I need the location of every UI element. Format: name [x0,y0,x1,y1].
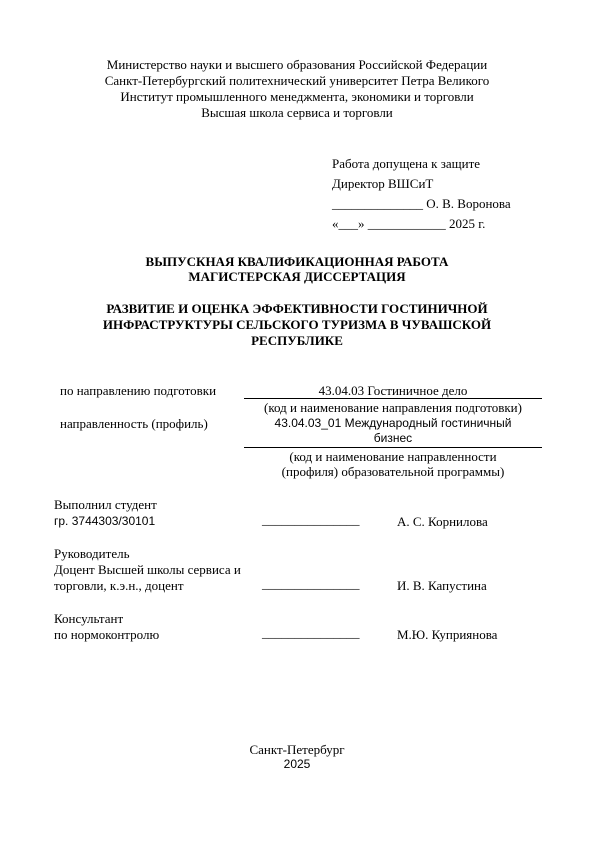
profile-value [244,416,542,446]
header-line-university: Санкт-Петербургский политехнический университет Петра Великого [104,73,490,88]
date-day-blank: «___» [332,216,365,231]
approval-block [332,154,511,234]
student-block [54,497,157,529]
consultant-signature-blank: _______________ [262,625,360,640]
direction-value: 43.04.03 Гостиничное дело [318,383,468,398]
topic-line3: РЕСПУБЛИКЕ [251,333,343,348]
profile-value-line2: бизнес [373,431,413,445]
direction-underline [244,398,542,399]
footer-city: Санкт-Петербург [249,742,345,757]
topic-line2: ИНФРАСТРУКТУРЫ СЕЛЬСКОГО ТУРИЗМА В ЧУВАШСКОЙ [102,317,492,332]
footer-year: 2025 [283,757,311,771]
profile-value-line1: 43.04.03_01 Международный гостиничный [274,416,512,430]
profile-caption-line2: (профиля) образовательной программы) [281,464,505,479]
work-type-line2: МАГИСТЕРСКАЯ ДИССЕРТАЦИЯ [188,269,406,284]
header-line-school: Высшая школа сервиса и торговли [201,105,393,120]
student-signature-blank: _______________ [262,512,360,527]
consultant-area: по нормоконтролю [54,627,160,642]
date-year: 2025 г. [449,216,486,231]
director-name: О. В. Воронова [426,196,511,211]
date-month-blank: ____________ [367,216,446,231]
supervisor-title-line2: торговли, к.э.н., доцент [54,578,184,593]
student-role: Выполнил студент [54,497,157,512]
supervisor-title-line1: Доцент Высшей школы сервиса и [54,562,241,577]
supervisor-signature-blank: _______________ [262,576,360,591]
profile-caption [244,449,542,479]
direction-label: по направлению подготовки [60,383,217,398]
consultant-name: М.Ю. Куприянова [397,627,498,642]
profile-label: направленность (профиль) [60,416,208,431]
consultant-role: Консультант [54,611,124,626]
student-name: А. С. Корнилова [397,514,488,529]
supervisor-role: Руководитель [54,546,130,561]
work-type-title [0,254,594,284]
approval-date-line [332,214,511,234]
approval-title: Работа допущена к защите [332,156,481,171]
topic-line1: РАЗВИТИЕ И ОЦЕНКА ЭФФЕКТИВНОСТИ ГОСТИНИЧНОЙ [106,301,488,316]
student-group: гр. 3744303/30101 [54,514,156,528]
profile-underline [244,447,542,448]
footer [0,742,594,772]
work-type-line1: ВЫПУСКНАЯ КВАЛИФИКАЦИОННАЯ РАБОТА [145,254,449,269]
header-line-institute: Институт промышленного менеджмента, экономики и торговли [120,89,474,104]
approval-director-title: Директор ВШСиТ [332,176,434,191]
direction-caption: (код и наименование направления подготовки) [264,400,522,415]
supervisor-name: И. В. Капустина [397,578,487,593]
header-line-ministry: Министерство науки и высшего образования Российской Федерации [106,57,488,72]
profile-caption-line1: (код и наименование направленности [289,449,497,464]
thesis-topic [0,301,594,349]
approval-signature-line [332,194,511,214]
ministry-header [0,57,594,121]
director-signature-blank: ______________ [332,196,423,211]
supervisor-block [54,546,241,594]
consultant-block [54,611,159,643]
